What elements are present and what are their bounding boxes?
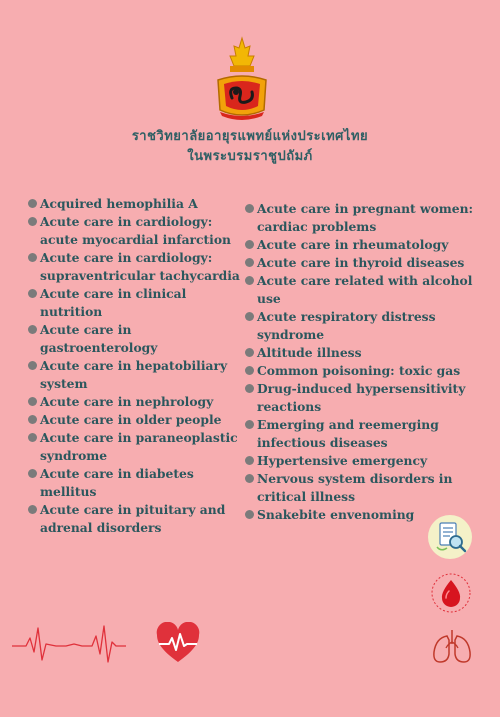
list-item: Acute care in diabetes mellitus	[27, 465, 252, 501]
list-item: Common poisoning: toxic gas	[244, 362, 494, 380]
list-item: Hypertensive emergency	[244, 452, 494, 470]
college-name-line2: ในพระบรมราชูปถัมภ์	[187, 149, 313, 164]
royal-college-emblem-icon	[214, 36, 270, 120]
list-item: Acquired hemophilia A	[27, 195, 252, 213]
list-item: Acute care in pregnant women: cardiac problems	[244, 200, 494, 236]
list-item: Drug-induced hypersensitivity reactions	[244, 380, 494, 416]
list-item: Acute care in paraneoplastic syndrome	[27, 429, 252, 465]
list-item: Acute care in pituitary and adrenal disorders	[27, 501, 252, 537]
college-name-line1: ราชวิทยาลัยอายุรแพทย์แห่งประเทศไทย	[131, 129, 369, 144]
list-item: Acute care in cardiology: acute myocardial infarction	[27, 213, 252, 249]
list-item: Acute respiratory distress syndrome	[244, 308, 494, 344]
list-item: Snakebite envenoming	[244, 506, 494, 524]
list-item: Emerging and reemerging infectious diseases	[244, 416, 494, 452]
topic-list-left	[27, 195, 252, 537]
list-item: Acute care in rheumatology	[244, 236, 494, 254]
list-item: Acute care in gastroenterology	[27, 321, 252, 357]
medical-report-magnifier-icon	[427, 514, 473, 560]
blood-drop-icon	[430, 572, 472, 614]
list-item: Acute care in cardiology: supraventricular tachycardia	[27, 249, 252, 285]
list-item: Acute care in older people	[27, 411, 252, 429]
heart-pulse-icon	[155, 622, 201, 664]
list-item: Acute care in thyroid diseases	[244, 254, 494, 272]
heartbeat-line-icon	[12, 622, 126, 666]
list-item: Acute care related with alcohol use	[244, 272, 494, 308]
list-item: Nervous system disorders in critical illness	[244, 470, 494, 506]
topic-list-right	[244, 200, 494, 524]
lungs-icon	[430, 628, 474, 666]
list-item: Acute care in nephrology	[27, 393, 252, 411]
list-item: Acute care in clinical nutrition	[27, 285, 252, 321]
list-item: Altitude illness	[244, 344, 494, 362]
list-item: Acute care in hepatobiliary system	[27, 357, 252, 393]
